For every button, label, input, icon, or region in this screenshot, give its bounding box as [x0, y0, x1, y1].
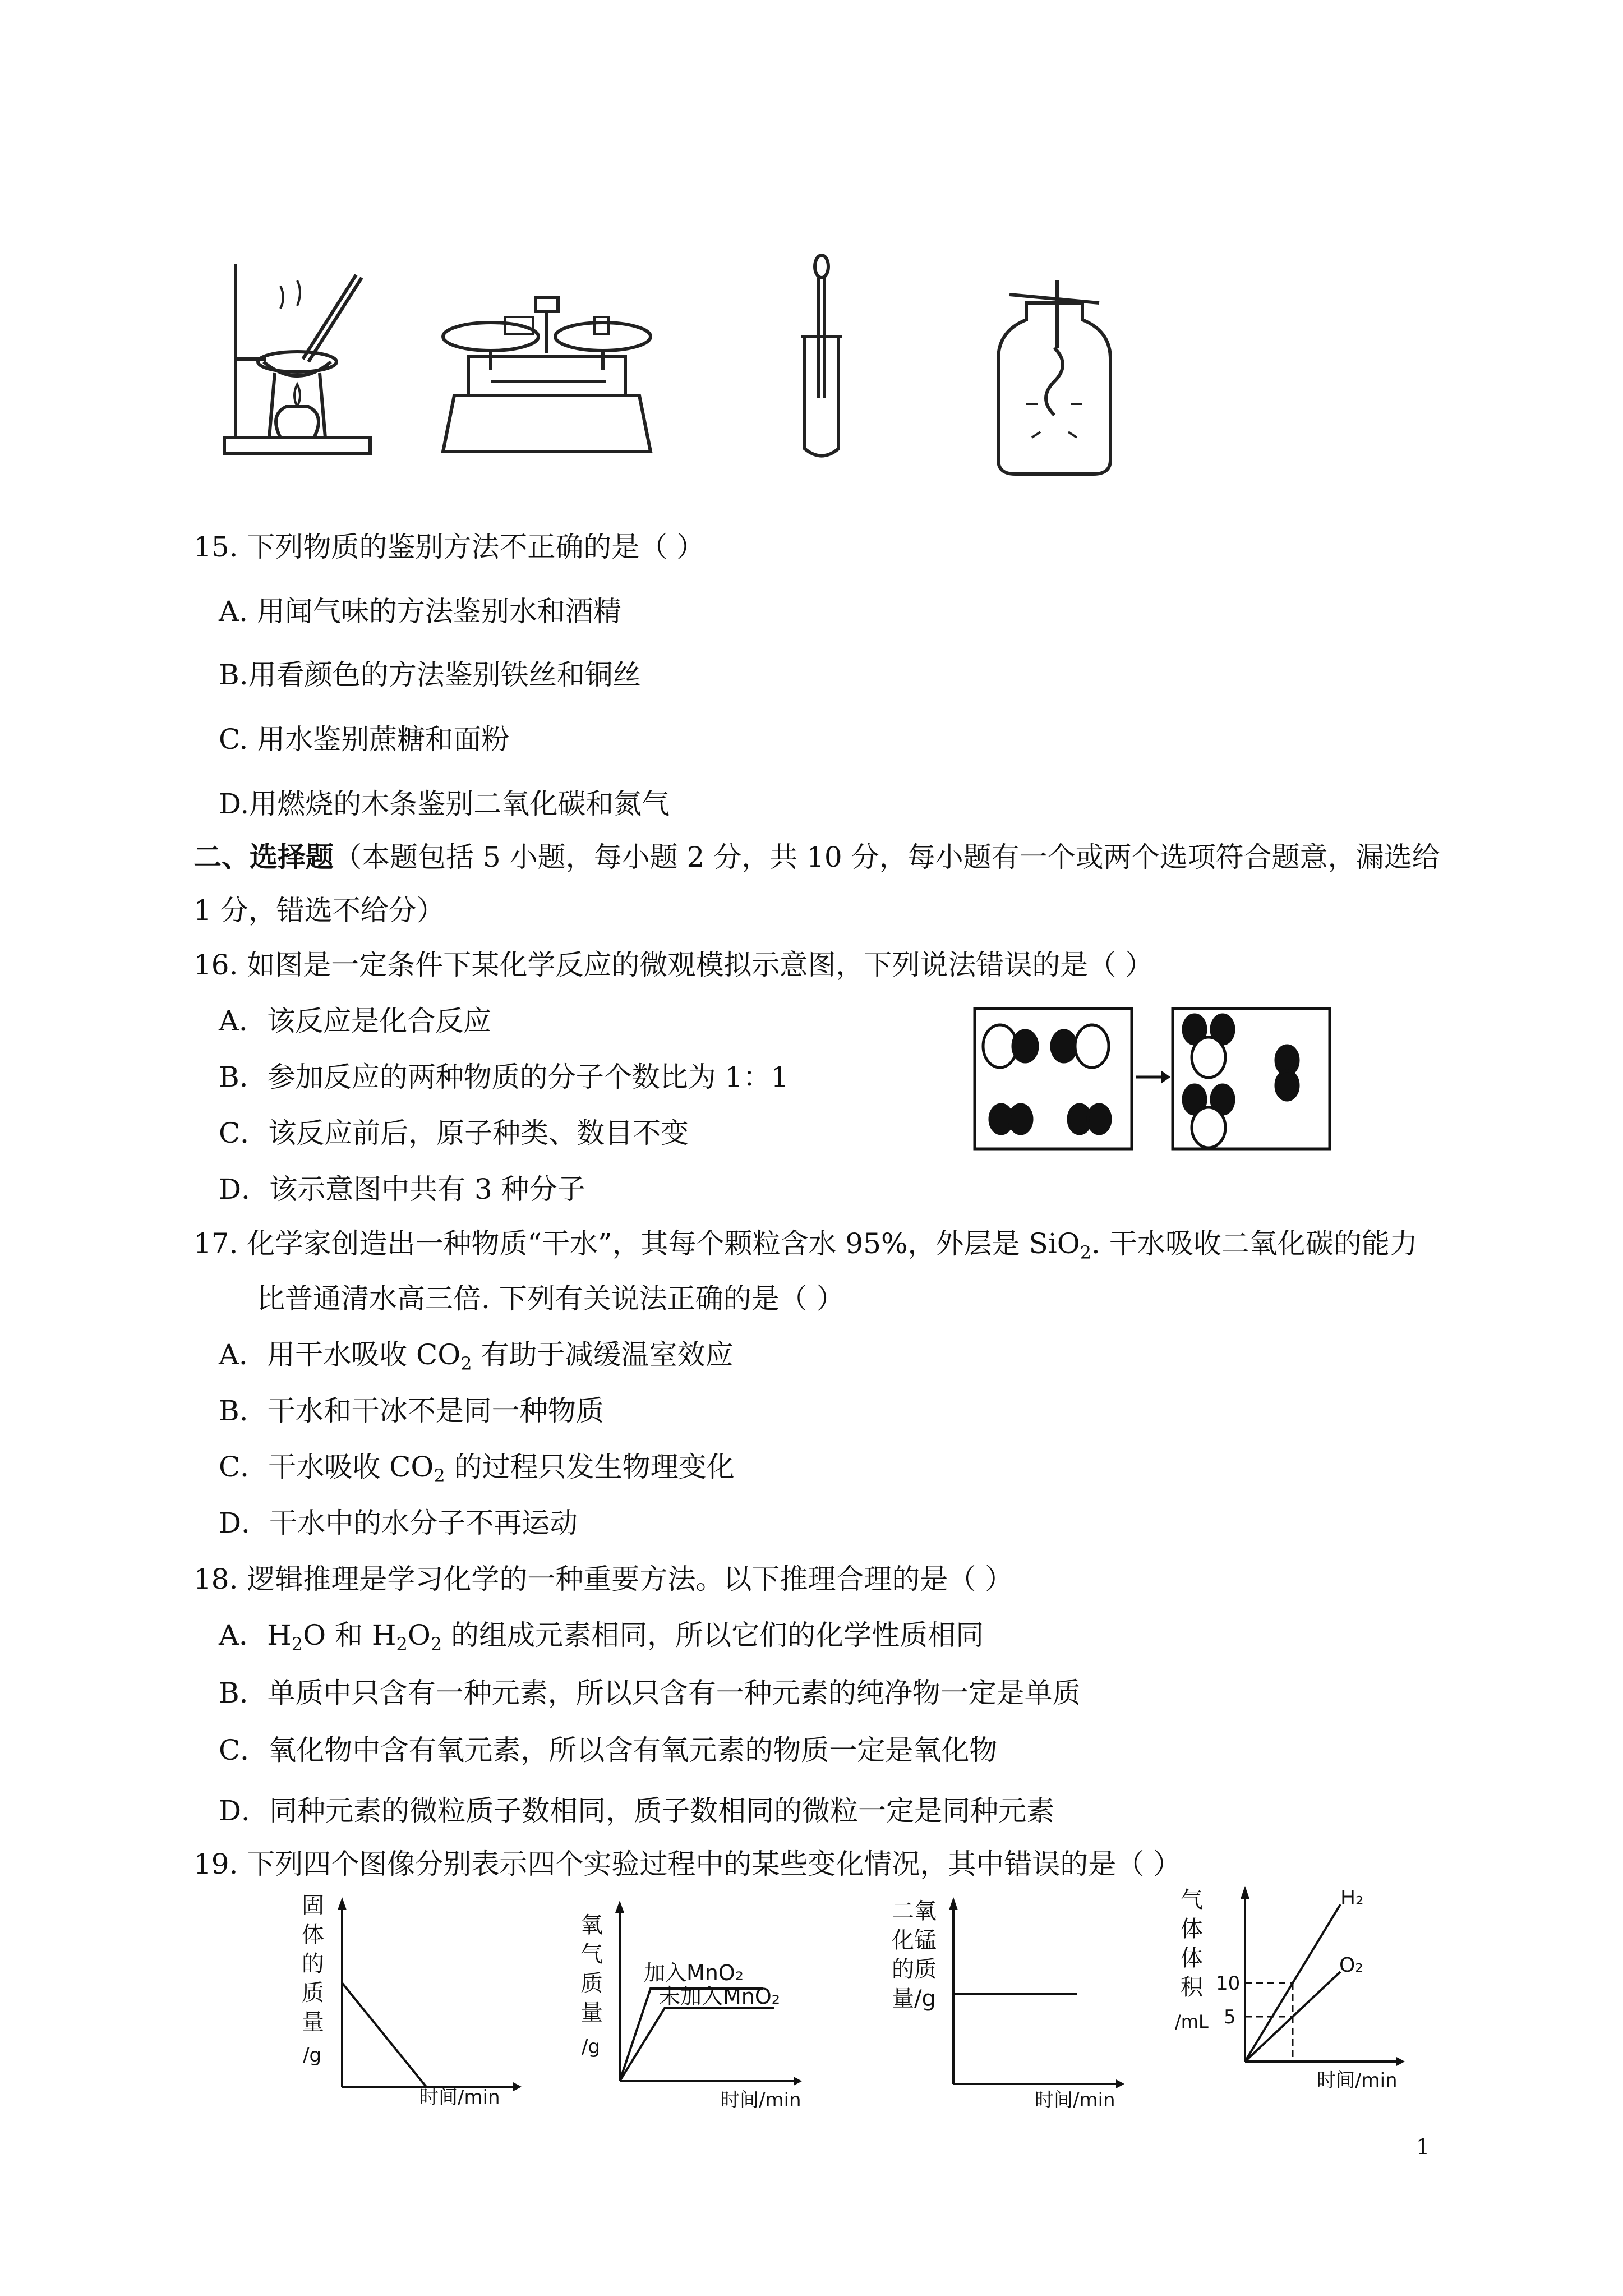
- q17-stem-line1: [193, 1227, 1418, 1263]
- g3-ylabel-1: 化锰: [892, 1927, 937, 1953]
- g2-ylabel-1: 气: [580, 1941, 603, 1967]
- g1-ylabel-1: 体: [302, 1922, 324, 1948]
- section2-title: 二、选择题: [193, 840, 334, 873]
- balance-scale-figure: [437, 292, 656, 471]
- q16-option-a: A．该反应是化合反应: [219, 1005, 492, 1037]
- g1-ylabel-4: 量: [302, 2009, 324, 2035]
- q15-option-b: B.用看颜色的方法鉴别铁丝和铜丝: [219, 659, 641, 691]
- g4-ylabel-1: 体: [1181, 1916, 1203, 1942]
- q18-option-d: D．同种元素的微粒质子数相同，质子数相同的微粒一定是同种元素: [219, 1795, 1055, 1827]
- section2-desc1: （本题包括 5 小题，每小题 2 分，共 10 分，每小题有一个或两个选项符合题意，漏选给: [334, 841, 1440, 873]
- gas-bottle-combustion-figure: [987, 269, 1122, 482]
- reaction-micro-diagram: [973, 1007, 1332, 1153]
- g1-series-line: [342, 1983, 426, 2087]
- q17-stem-line2: 比普通清水高三倍. 下列有关说法正确的是（ ）: [257, 1282, 845, 1315]
- page-number: 1: [1416, 2134, 1430, 2159]
- q16-option-c: C．该反应前后，原子种类、数目不变: [219, 1117, 689, 1149]
- q19-stem: 19. 下列四个图像分别表示四个实验过程中的某些变化情况，其中错误的是（ ）: [193, 1848, 1182, 1880]
- g1-xlabel: 时间/min: [419, 2086, 500, 2109]
- q15-option-a: A. 用闻气味的方法鉴别水和酒精: [219, 595, 621, 628]
- g3-ylabel-2: 的质: [892, 1957, 937, 1982]
- g2-legend-with-mno2: 加入MnO₂: [644, 1961, 744, 1985]
- g4-label-o2: O₂: [1339, 1954, 1363, 1977]
- q17-stem-part2: . 干水吸收二氧化碳的能力: [1091, 1227, 1418, 1260]
- q17-sio2-subscript: 2: [1080, 1242, 1092, 1263]
- g4-ylabel-0: 气: [1181, 1887, 1203, 1913]
- g2-x-arrow: [794, 2077, 802, 2086]
- section2-desc2: 1 分，错选不给分）: [193, 894, 445, 927]
- evaporation-apparatus-figure: [219, 252, 387, 477]
- g1-ylabel-2: 的: [302, 1951, 324, 1977]
- q17-option-c: C．干水吸收 $CO_2$ 的过程只发生物理变化: [219, 1451, 735, 1487]
- g4-y-arrow: [1241, 1886, 1249, 1899]
- q16-option-b: B．参加反应的两种物质的分子个数比为 1：1: [219, 1061, 789, 1093]
- q15-option-d: D.用燃烧的木条鉴别二氧化碳和氮气: [219, 788, 670, 820]
- g2-y-arrow: [615, 1901, 624, 1913]
- g1-ylabel-3: 质: [302, 1980, 324, 2006]
- g3-xlabel: 时间/min: [1035, 2089, 1115, 2111]
- g3-ylabel-3: 量/g: [892, 1986, 936, 2012]
- test-tube-dropper-figure: [791, 252, 852, 466]
- g1-ylabel-0: 固: [302, 1893, 324, 1918]
- graph-gas-volume: [1172, 1879, 1408, 2104]
- g1-y-arrow: [338, 1897, 347, 1910]
- g2-ylabel-2: 质: [580, 1971, 603, 1996]
- graph-solid-mass: [297, 1890, 522, 2115]
- g3-x-arrow: [1116, 2079, 1124, 2088]
- q16-option-d: D．该示意图中共有 3 种分子: [219, 1173, 585, 1205]
- q18-option-a: A．$H_2O$ 和 $H_2O_2$ 的组成元素相同，所以它们的化学性质相同: [219, 1619, 984, 1655]
- g2-ylabel-4: /g: [582, 2036, 601, 2058]
- g2-series-without-mno2: [620, 2008, 774, 2081]
- g4-x-arrow: [1396, 2057, 1405, 2066]
- g2-xlabel: 时间/min: [721, 2089, 801, 2111]
- g2-ylabel-3: 量: [580, 2000, 603, 2026]
- q15-option-c: C. 用水鉴别蔗糖和面粉: [219, 723, 510, 756]
- q17-stem-part1: 17. 化学家创造出一种物质“干水”，其每个颗粒含水 95%，外层是 SiO: [193, 1227, 1080, 1260]
- g4-ytick-10: 10: [1216, 1972, 1241, 1995]
- q16-stem: 16. 如图是一定条件下某化学反应的微观模拟示意图，下列说法错误的是（ ）: [193, 949, 1154, 981]
- g4-xlabel: 时间/min: [1317, 2069, 1398, 2092]
- q18-option-b: B．单质中只含有一种元素，所以只含有一种元素的纯净物一定是单质: [219, 1677, 1081, 1709]
- section2-heading: [193, 840, 1440, 874]
- g4-ytick-5: 5: [1224, 2006, 1236, 2028]
- g4-ylabel-4: /mL: [1175, 2011, 1209, 2032]
- g2-ylabel-0: 氧: [580, 1912, 603, 1938]
- g4-label-h2: H₂: [1340, 1887, 1364, 1910]
- q17-option-b: B．干水和干冰不是同一种物质: [219, 1395, 604, 1427]
- g1-ylabel-5: /g: [303, 2044, 322, 2067]
- graph-mno2-mass: [892, 1890, 1127, 2115]
- g3-ylabel-0: 二氧: [892, 1898, 937, 1924]
- q18-stem: 18. 逻辑推理是学习化学的一种重要方法。以下推理合理的是（ ）: [193, 1563, 1013, 1595]
- q17-option-d: D．干水中的水分子不再运动: [219, 1507, 578, 1539]
- g3-y-arrow: [949, 1897, 958, 1910]
- q17-option-a: A．用干水吸收 $CO_2$ 有助于减缓温室效应: [219, 1338, 734, 1374]
- g2-legend-without-mno2: 未加入MnO₂: [659, 1984, 781, 2009]
- g4-ylabel-3: 积: [1181, 1975, 1203, 2000]
- q15-stem: 15. 下列物质的鉴别方法不正确的是（ ）: [193, 531, 705, 563]
- g1-x-arrow: [513, 2082, 522, 2091]
- graph-oxygen-mass: [578, 1896, 813, 2120]
- q18-option-c: C．氧化物中含有氧元素，所以含有氧元素的物质一定是氧化物: [219, 1734, 998, 1766]
- g4-ylabel-2: 体: [1181, 1945, 1203, 1971]
